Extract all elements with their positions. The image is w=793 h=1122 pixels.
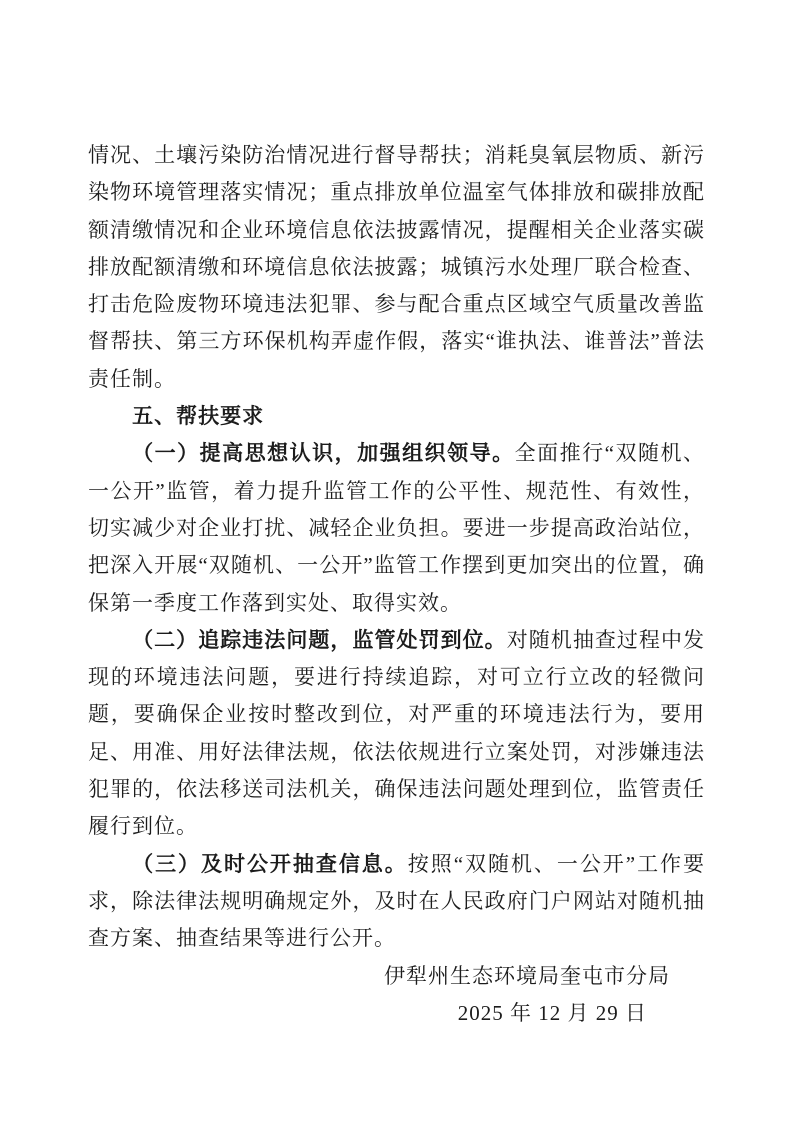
paragraph-item1-body: 全面推行“双随机、一公开”监管，着力提升监管工作的公平性、规范性、有效性，切实减少对企业打扰、减轻企业负担。要进一步提高政治站位，把深入开展“双随机、一公开”监管工作摆到更加突出的位置，确保第一季度工作落到实处、取得实效。 [88,441,706,615]
document-content [88,137,705,1032]
paragraph-continuation: 情况、土壤污染防治情况进行督导帮扶；消耗臭氧层物质、新污染物环境管理落实情况；重点排放单位温室气体排放和碳排放配额清缴情况和企业环境信息依法披露情况，提醒相关企业落实碳排放配额清缴和环境信息依法披露；城镇污水处理厂联合检查、打击危险废物环境违法犯罪、参与配合重点区域空气质量改善监督帮扶、第三方环保机构弄虚作假，落实“谁执法、谁普法”普法责任制。 [88,143,705,391]
signature-issuer: 伊犁州生态环境局奎屯市分局 [384,963,670,988]
paragraph-item1 [88,435,705,621]
paragraph-item3-lead: （三）及时公开抽查信息。 [132,851,408,876]
paragraph-item3 [88,846,705,958]
paragraph-item2-lead: （二）追踪违法问题，监管处罚到位。 [132,627,507,652]
paragraph-item2 [88,622,705,846]
paragraph-item2-body: 对随机抽查过程中发现的环境违法问题，要进行持续追踪，对可立行立改的轻微问题，要确保企业按时整改到位，对严重的环境违法行为，要用足、用准、用好法律法规，依法依规进行立案处罚，对涉嫌违法犯罪的，依法移送司法机关，确保违法问题处理到位，监管责任履行到位。 [88,627,706,839]
section-heading: 五、帮扶要求 [132,405,265,429]
paragraph-item3-body: 按照“双随机、一公开”工作要求，除法律法规明确规定外，及时在人民政府门户网站对随机抽查方案、抽查结果等进行公开。 [88,851,706,951]
signature-date: 2025 年 12 月 29 日 [457,1000,647,1025]
paragraph-item1-lead: （一）提高思想认识，加强组织领导。 [132,441,515,466]
